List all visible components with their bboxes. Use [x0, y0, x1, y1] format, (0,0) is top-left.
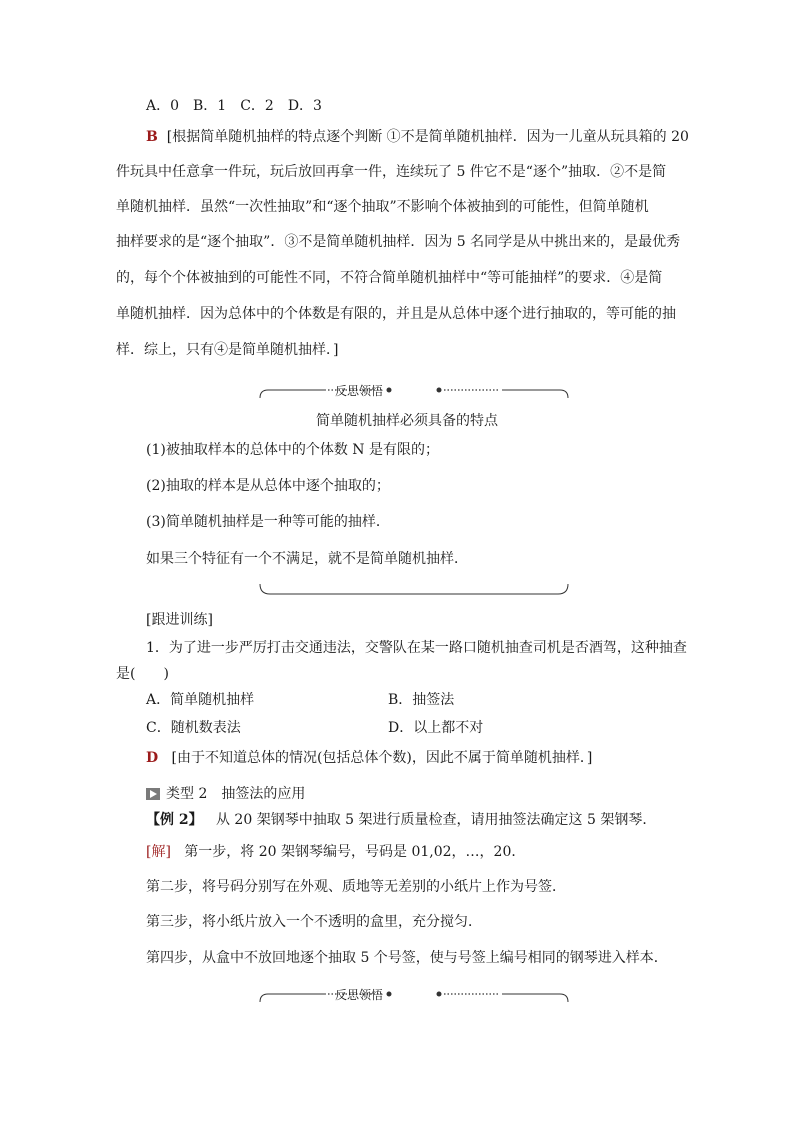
answer-line-3: 单随机抽样．虽然“一次性抽取”和“逐个抽取”不影响个体被抽到的可能性，但简单随机 — [116, 199, 649, 215]
option-d: D．以上都不对 — [388, 720, 484, 736]
solution-step-2: 第二步，将号码分别写在外观、质地等无差别的小纸片上作为号签． — [146, 879, 566, 895]
answer-line-7: 样．综上，只有④是简单随机抽样．] — [116, 342, 339, 358]
solution-tag: [解] — [146, 844, 171, 860]
solution-step-4: 第四步，从盒中不放回地逐个抽取 5 个号签，使与号签上编号相同的钢琴进入样本． — [146, 950, 668, 966]
option-c: C．随机数表法 — [146, 720, 241, 736]
reflection-frame-top-2 — [258, 984, 570, 1004]
answer-line-4: 抽样要求的是“逐个抽取”．③不是简单随机抽样．因为 5 名同学是从中挑出来的，是最优秀 — [116, 234, 681, 250]
question-line-2: 是( ) — [116, 666, 169, 682]
option-a: A．简单随机抽样 — [146, 692, 255, 708]
solution-step-3: 第三步，将小纸片放入一个不透明的盒里，充分搅匀． — [146, 914, 482, 930]
answer-line-2: 件玩具中任意拿一件玩，玩后放回再拿一件，连续玩了 5 件它不是“逐个”抽取．②不是简 — [116, 164, 667, 180]
answer-line-5: 的，每个个体被抽到的可能性不同，不符合简单随机抽样中“等可能抽样”的要求．④是简 — [116, 270, 663, 286]
reflection-badge-2: 反思领悟 — [334, 988, 383, 1002]
feature-conclusion: 如果三个特征有一个不满足，就不是简单随机抽样． — [146, 551, 468, 567]
answer-line-1: B [根据简单随机抽样的特点逐个判断 ①不是简单随机抽样．因为一儿童从玩具箱的 20 — [146, 129, 689, 145]
follow-answer-letter: D — [146, 750, 159, 766]
example-line: 【例 2】 从 20 架钢琴中抽取 5 架进行质量检查，请用抽签法确定这 5 架钢琴． — [146, 812, 657, 828]
question-line-1: 1．为了进一步严厉打击交通违法，交警队在某一路口随机抽查司机是否酒驾，这种抽查 — [146, 640, 687, 656]
answer-letter: B — [146, 129, 158, 145]
reflection-frame-bottom — [258, 582, 570, 600]
follow-answer: D [由于不知道总体的情况(包括总体个数)，因此不属于简单随机抽样．] — [146, 750, 593, 766]
example-tag: 【例 2】 — [146, 812, 203, 828]
feature-item-1: (1)被抽取样本的总体中的个体数 N 是有限的； — [146, 442, 439, 458]
type-heading: 类型 2 抽签法的应用 — [146, 783, 305, 803]
options-line: A．0 B．1 C．2 D．3 — [146, 98, 322, 114]
follow-header: [跟进训练] — [146, 612, 213, 628]
feature-item-2: (2)抽取的样本是从总体中逐个抽取的； — [146, 478, 390, 494]
play-icon — [146, 788, 160, 800]
answer-line-6: 单随机抽样．因为总体中的个体数是有限的，并且是从总体中逐个进行抽取的，等可能的抽 — [116, 306, 676, 322]
option-b: B．抽签法 — [388, 692, 455, 708]
reflection-badge: 反思领悟 — [334, 384, 383, 398]
solution-step-1: [解] 第一步，将 20 架钢琴编号，号码是 01,02，…，20． — [146, 844, 526, 860]
reflection-frame-top — [258, 380, 570, 400]
reflection-title: 简单随机抽样必须具备的特点 — [316, 413, 498, 429]
feature-item-3: (3)简单随机抽样是一种等可能的抽样． — [146, 514, 390, 530]
